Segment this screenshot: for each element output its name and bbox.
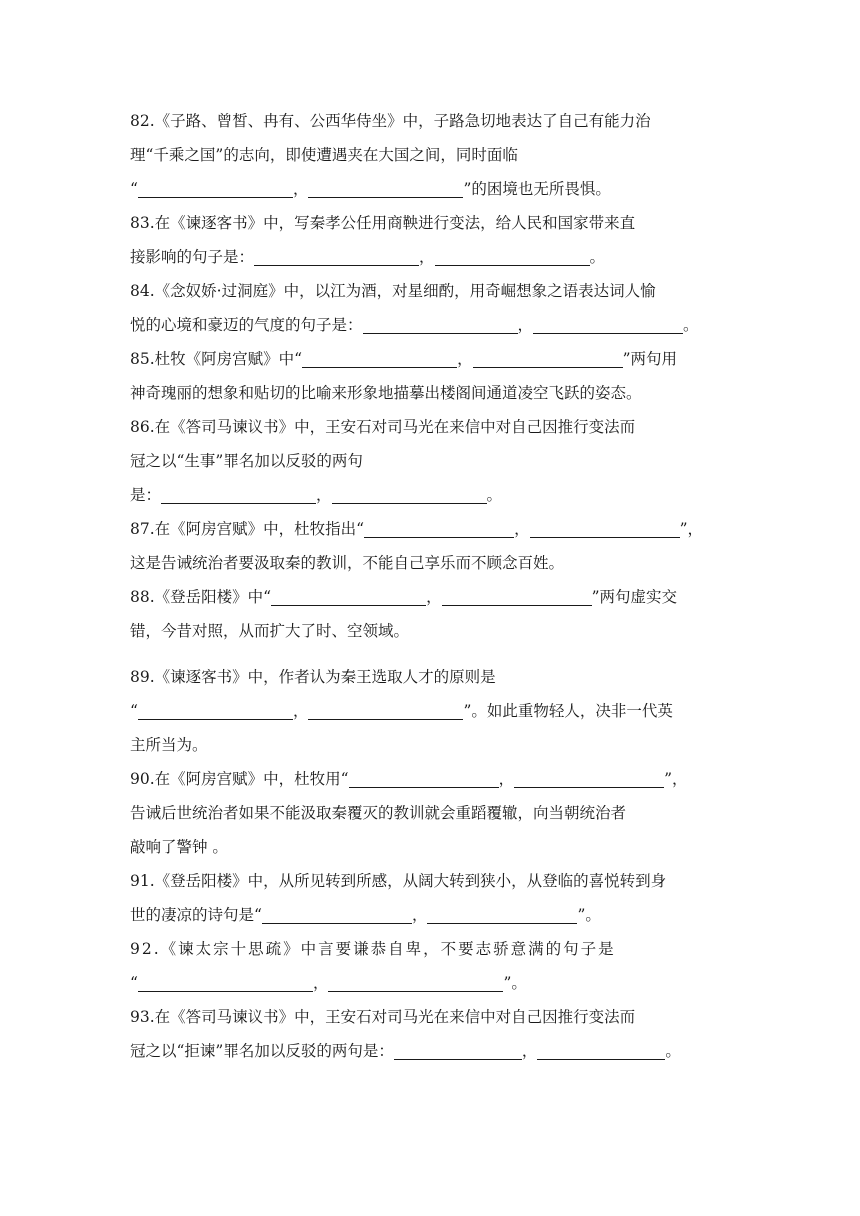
- period: 。: [486, 486, 503, 504]
- question-87-line-2: 这是告诫统治者要汲取秦的教训，不能自己享乐而不顾念百姓。: [130, 554, 565, 572]
- question-82-line-2: 理“千乘之国”的志向，即使遭遇夹在大国之间，同时面临: [130, 146, 518, 164]
- answer-blank-87a[interactable]: [364, 519, 514, 538]
- question-92: [130, 932, 730, 1000]
- question-90-line-3: 敲响了警钟 。: [130, 838, 228, 856]
- comma: ，: [312, 974, 329, 992]
- question-91-line-1: 91.《登岳阳楼》中，从所见转到所感，从阔大转到狭小，从登临的喜悦转到身: [130, 872, 667, 890]
- question-88-tail: ”两句虚实交: [591, 588, 678, 606]
- question-82-line-1: 82.《子路、曾皙、冉有、公西华侍坐》中，子路急切地表达了自己有能力治: [130, 112, 651, 130]
- question-sheet: [130, 104, 730, 1068]
- question-87: [130, 512, 730, 580]
- question-88-line-1: [130, 580, 730, 614]
- question-85-line-2: 神奇瑰丽的想象和贴切的比喻来形象地描摹出楼阁间通道凌空飞跃的姿态。: [130, 384, 642, 402]
- question-85-lead: 85.杜牧《阿房宫赋》中“: [130, 350, 303, 368]
- question-84: [130, 274, 730, 342]
- question-87-lead: 87.在《阿房宫赋》中，杜牧指出“: [130, 520, 365, 538]
- question-83: [130, 206, 730, 274]
- question-89: [130, 660, 730, 762]
- question-84-lead: 悦的心境和豪迈的气度的句子是：: [130, 316, 363, 334]
- question-93-line-1: 93.在《答司马谏议书》中，王安石对司马光在来信中对自己因推行变法而: [130, 1008, 636, 1026]
- period: 。: [589, 248, 606, 266]
- question-87-tail: ”，: [679, 520, 704, 538]
- question-86: [130, 410, 730, 512]
- answer-blank-85b[interactable]: [473, 349, 623, 368]
- answer-blank-86b[interactable]: [332, 485, 487, 504]
- answer-blank-90b[interactable]: [514, 769, 664, 788]
- open-quote: “: [130, 180, 138, 198]
- question-83-line-2: [130, 240, 730, 274]
- answer-blank-84a[interactable]: [363, 315, 518, 334]
- question-82: [130, 104, 730, 206]
- question-86-lead: 是：: [130, 486, 162, 504]
- question-89-line-1: 89.《谏逐客书》中，作者认为秦王选取人才的原则是: [130, 668, 496, 686]
- answer-blank-83a[interactable]: [254, 247, 419, 266]
- question-85-line-1: [130, 342, 730, 376]
- answer-blank-91b[interactable]: [427, 905, 577, 924]
- answer-blank-82b[interactable]: [308, 179, 463, 198]
- answer-blank-89a[interactable]: [138, 701, 293, 720]
- comma: ，: [498, 770, 515, 788]
- comma: ，: [292, 702, 309, 720]
- question-92-line-2: [130, 966, 730, 1000]
- answer-blank-93a[interactable]: [394, 1041, 522, 1060]
- question-91: [130, 864, 730, 932]
- question-84-line-2: [130, 308, 730, 342]
- comma: ，: [521, 1042, 538, 1060]
- answer-blank-86a[interactable]: [161, 485, 316, 504]
- answer-blank-84b[interactable]: [533, 315, 683, 334]
- question-84-line-1: 84.《念奴娇·过洞庭》中，以江为酒，对星细酌，用奇崛想象之语表达词人愉: [130, 282, 656, 300]
- answer-blank-87b[interactable]: [530, 519, 680, 538]
- question-82-tail: ”的困境也无所畏惧。: [463, 180, 611, 198]
- question-93: [130, 1000, 730, 1068]
- answer-blank-85a[interactable]: [302, 349, 457, 368]
- question-85: [130, 342, 730, 410]
- question-83-line-1: 83.在《谏逐客书》中，写秦孝公任用商鞅进行变法，给人民和国家带来直: [130, 214, 636, 232]
- answer-blank-89b[interactable]: [308, 701, 463, 720]
- answer-blank-83b[interactable]: [435, 247, 590, 266]
- comma: ，: [292, 180, 309, 198]
- open-quote: “: [130, 974, 138, 992]
- question-89-line-3: 主所当为。: [130, 736, 208, 754]
- question-88-lead: 88.《登岳阳楼》中“: [130, 588, 272, 606]
- question-88: [130, 580, 730, 648]
- period: 。: [683, 316, 699, 334]
- comma: ，: [457, 350, 473, 368]
- comma: ，: [419, 248, 435, 266]
- comma: ，: [426, 588, 442, 606]
- comma: ，: [316, 486, 332, 504]
- question-82-line-3: [130, 172, 730, 206]
- question-91-tail: ”。: [577, 906, 601, 924]
- answer-blank-92b[interactable]: [328, 973, 503, 992]
- question-92-tail: ”。: [503, 974, 527, 992]
- question-90: [130, 762, 730, 864]
- question-88-line-2: 错，今昔对照，从而扩大了时、空领域。: [130, 622, 410, 640]
- answer-blank-92a[interactable]: [138, 973, 313, 992]
- question-85-tail: ”两句用: [622, 350, 678, 368]
- question-89-tail: ”。如此重物轻人，决非一代英: [463, 702, 673, 720]
- answer-blank-93b[interactable]: [537, 1041, 665, 1060]
- question-90-line-2: 告诫后世统治者如果不能汲取秦覆灭的教训就会重蹈覆辙，向当朝统治者: [130, 804, 627, 822]
- question-93-lead: 冠之以“拒谏”罪名加以反驳的两句是：: [130, 1042, 394, 1060]
- answer-blank-88a[interactable]: [271, 587, 426, 606]
- question-87-line-1: [130, 512, 730, 546]
- answer-blank-82a[interactable]: [138, 179, 293, 198]
- question-86-line-2: 冠之以“生事”罪名加以反驳的两句: [130, 452, 363, 470]
- period: 。: [665, 1042, 681, 1060]
- open-quote: “: [130, 702, 138, 720]
- answer-blank-90a[interactable]: [349, 769, 499, 788]
- question-93-line-2: [130, 1034, 730, 1068]
- comma: ，: [411, 906, 428, 924]
- question-83-lead: 接影响的句子是：: [130, 248, 255, 266]
- answer-blank-88b[interactable]: [442, 587, 592, 606]
- answer-blank-91a[interactable]: [262, 905, 412, 924]
- question-90-lead: 90.在《阿房宫赋》中，杜牧用“: [130, 770, 349, 788]
- question-90-line-1: [130, 762, 730, 796]
- comma: ，: [514, 520, 530, 538]
- question-89-line-2: [130, 694, 730, 728]
- question-90-tail: ”，: [664, 770, 688, 788]
- question-92-line-1: 92.《谏太宗十思疏》中言要谦恭自卑，不要志骄意满的句子是: [130, 940, 616, 958]
- comma: ，: [517, 316, 534, 334]
- question-91-line-2: [130, 898, 730, 932]
- question-86-line-1: 86.在《答司马谏议书》中，王安石对司马光在来信中对自己因推行变法而: [130, 418, 636, 436]
- question-86-line-3: [130, 478, 730, 512]
- question-91-lead: 世的凄凉的诗句是“: [130, 906, 262, 924]
